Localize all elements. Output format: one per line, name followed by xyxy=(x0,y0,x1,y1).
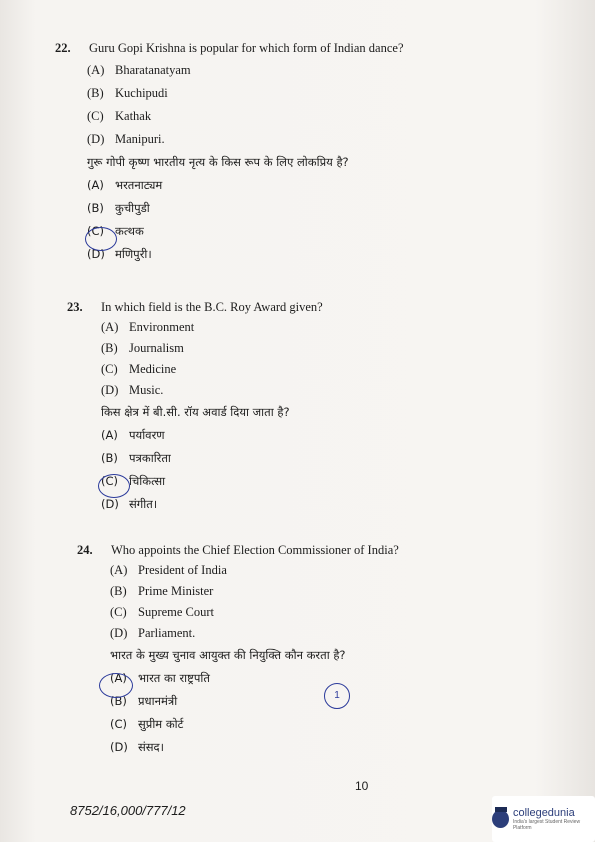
option-c: (C) Supreme Court xyxy=(110,605,215,619)
question-number: 23. xyxy=(67,300,83,314)
brand-tagline: India's largest Student Review Platform xyxy=(512,819,581,831)
graduation-cap-icon xyxy=(492,810,509,828)
option-d: (D) Music. xyxy=(101,383,164,397)
hindi-option-d: (D) संगीत। xyxy=(101,497,158,511)
option-b: (B) Kuchipudi xyxy=(87,86,168,100)
option-a: (A) Bharatanatyam xyxy=(87,63,191,77)
option-b: (B) Journalism xyxy=(101,341,184,355)
option-d: (D) Manipuri. xyxy=(87,132,165,146)
brand-name: collegedunia xyxy=(512,807,575,819)
question-number: 22. xyxy=(55,41,71,55)
hindi-question-text: भारत के मुख्य चुनाव आयुक्त की नियुक्ति कौन करता है? xyxy=(110,648,346,662)
paper-code: 8752/16,000/777/12 xyxy=(70,803,186,818)
hindi-option-a: (A) भरतनाट्यम xyxy=(87,178,163,192)
question-text: 24. Who appoints the Chief Election Commissioner of India? xyxy=(77,543,399,557)
option-a: (A) President of India xyxy=(110,563,227,577)
question-number: 24. xyxy=(77,543,93,557)
answer-circle-mark xyxy=(99,673,133,698)
hindi-option-d: (D) संसद। xyxy=(110,740,165,754)
hindi-option-c: (C) कत्थक xyxy=(87,224,144,238)
question-24 xyxy=(77,542,399,759)
option-d: (D) Parliament. xyxy=(110,626,196,640)
hindi-option-b: (B) कुचीपुडी xyxy=(87,201,150,215)
brand-watermark xyxy=(492,796,595,842)
option-b: (B) Prime Minister xyxy=(110,584,214,598)
answer-circle-mark xyxy=(98,474,130,498)
hindi-option-a: (A) भारत का राष्ट्रपति xyxy=(110,671,210,685)
hindi-option-c: (C) चिकित्सा xyxy=(101,474,166,488)
handwritten-mark: 1 xyxy=(324,683,350,709)
hindi-option-a: (A) पर्यावरण xyxy=(101,428,165,442)
hindi-option-c: (C) सुप्रीम कोर्ट xyxy=(110,717,184,731)
option-c: (C) Kathak xyxy=(87,109,152,123)
option-a: (A) Environment xyxy=(101,320,195,334)
hindi-question-text: गुरू गोपी कृष्ण भारतीय नृत्य के किस रूप के लिए लोकप्रिय है? xyxy=(87,155,349,169)
hindi-option-b: (B) पत्रकारिता xyxy=(101,451,171,465)
hindi-option-b: (B) प्रधानमंत्री xyxy=(110,694,178,708)
question-text: 23. In which field is the B.C. Roy Award given? xyxy=(67,300,323,314)
option-c: (C) Medicine xyxy=(101,362,177,376)
answer-circle-mark xyxy=(85,227,117,251)
hindi-question-text: किस क्षेत्र में बी.सी. रॉय अवार्ड दिया जाता है? xyxy=(101,405,290,419)
question-text: 22. Guru Gopi Krishna is popular for which form of Indian dance? xyxy=(55,41,404,55)
page-number: 10 xyxy=(355,779,369,793)
hindi-option-d: (D) मणिपुरी। xyxy=(87,247,152,261)
